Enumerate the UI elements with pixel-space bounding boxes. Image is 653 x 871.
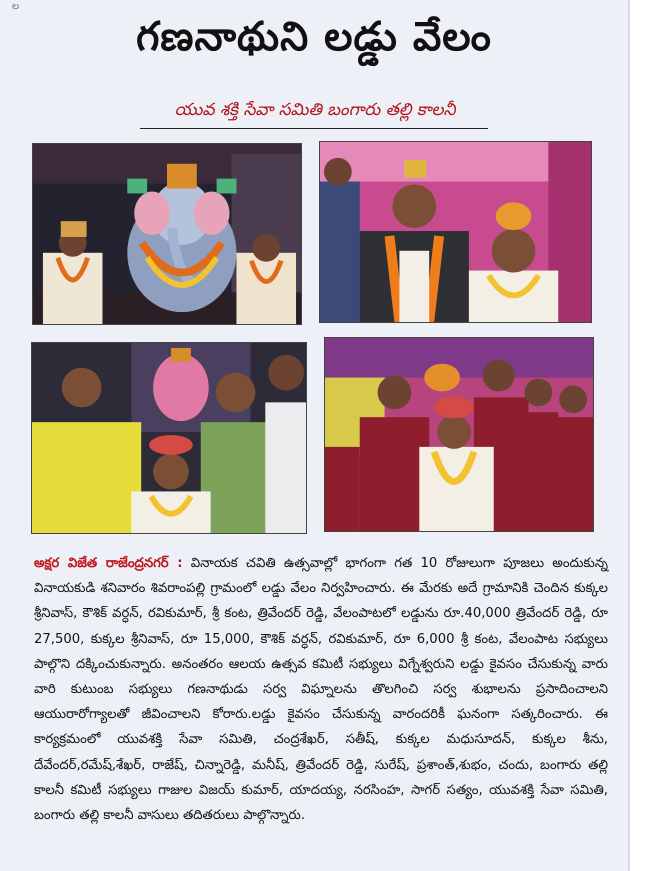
photo-family-with-boy: [31, 342, 307, 534]
subheadline-underline: [140, 128, 488, 129]
headline: గణనాథుని లడ్డు వేలం: [136, 14, 492, 60]
article-body: [34, 551, 608, 828]
panel-edge: [628, 0, 630, 871]
photo-boys-with-laddu: [319, 141, 592, 323]
article-text: వినాయక చవితి ఉత్సవాల్లో భాగంగా గత 10 రోజులుగా పూజలు అందుకున్న వినాయకుడి శనివారం శివరాంపల్లి గ్రామంలో లడ్డు వేలం నిర్వహించారు. ఈ మేరకు అదే గ్రామానికి చెందిన కుక్కల శ్రీనివాస్, కౌశిక్ వర్ధన్, రవికుమార్, శ్రీ కంట, త్రివేందర్ రెడ్డి, వేలంపాటలో లడ్డును రూ.40,000 త్రివేందర్ రెడ్డి, రూ 27,500, కుక్కల శ్రీనివాస్, రూ 15,000, కౌశిక్ వర్ధన్, రవికుమార్, రూ 6,000 శ్రీ కంట, వేలంపాట సభ్యులు పాల్గొని దక్కించుకున్నారు. అనంతరం ఆలయ ఉత్సవ కమిటీ సభ్యులు విగ్నేశ్వరుని లడ్డు కైవసం చేసుకున్న వారు వారి కుటుంబ సభ్యులు గణనాథుడు సర్వ విఘ్నాలను తొలగించి సర్వ శుభాలను ప్రసాదించాలని ఆయురారోగ్యాలతో జీవించాలని కోరారు.లడ్డు కైవసం చేసుకున్న వారందరికీ ఘనంగా సత్కరించారు. ఈ కార్యక్రమంలో యువశక్తి సేవా సమితి, చంద్రశేఖర్, సతీష్, కుక్కల మధుసూదన్, కుక్కల శీను, దేవేందర్,రమేష్,శేఖర్, రాజేష్, చిన్నారెడ్డి, మనీష్, త్రివేందర్ రెడ్డి, సురేష్, ప్రశాంత్,శుభం, చందు, బంగారు తల్లి కాలనీ కమిటీ సభ్యులు గాజుల విజయ్ కుమార్, యాదయ్య, నరసింహ, సాగర్ సత్యం, యువశక్తి సేవా సమితి, బంగారు తల్లి కాలనీ వాసులు తదితరులు పాల్గొన్నారు.: [34, 556, 608, 824]
article-dateline: అక్షర విజేత రాజేంద్రనగర్ :: [34, 556, 183, 571]
photo-children-with-winner: [324, 337, 594, 532]
subheadline: యువ శక్తి సేవా సమితి బంగారు తల్లి కాలనీ: [174, 100, 456, 120]
photo-ganesh-idol: [32, 143, 302, 325]
corner-mark: ల: [12, 1, 20, 12]
